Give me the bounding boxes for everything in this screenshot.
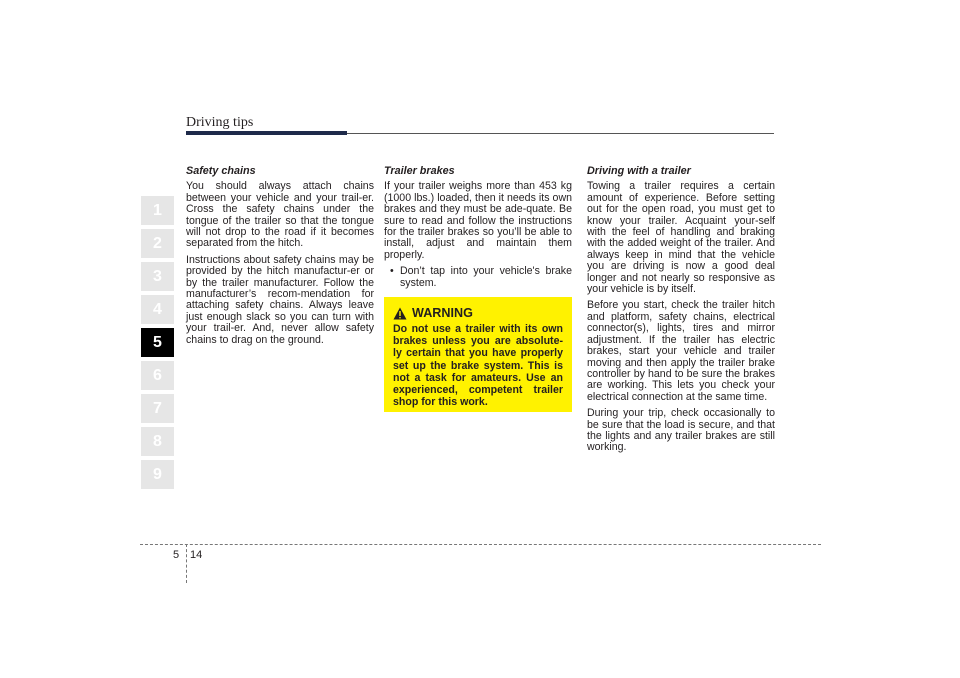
chapter-tab-9[interactable]: 9	[141, 460, 174, 489]
footer-divider	[140, 544, 821, 545]
paragraph: You should always attach chains between your vehicle and your trail-er. Cross the safety chains under the tongue of the trailer so that the tongue will not drop to the road if it becomes separated from the hitch.	[186, 180, 374, 250]
chapter-tab-2[interactable]: 2	[141, 229, 174, 258]
paragraph: If your trailer weighs more than 453 kg (1000 lbs.) loaded, then it needs its own brakes and they must be ade-quate. Be sure to read and follow the instructions for the trailer brakes so you’ll be able to install, adjust and maintain them properly.	[384, 180, 572, 261]
footer-page-divider	[186, 544, 187, 583]
footer-chapter-number: 5	[173, 549, 180, 561]
paragraph: Instructions about safety chains may be provided by the hitch manufactur-er or by the trailer manufacturer. Follow the manufacturer’s recom-mendation for attaching safety chains. Always leave just enough slack so you can turn with your trail-er. And, never allow safety chains to drag on the ground.	[186, 253, 374, 346]
warning-text: Do not use a trailer with its own brakes unless you are absolute-ly certain that you have properly set up the brake system. This is not a task for amateurs. Use an experienced, competent trailer shop for this work.	[393, 323, 563, 409]
chapter-tab-5[interactable]: 5	[141, 328, 174, 357]
warning-header	[393, 305, 563, 321]
chapter-tab-7[interactable]: 7	[141, 394, 174, 423]
column-driving-with-trailer	[587, 166, 775, 459]
section-heading: Safety chains	[186, 165, 256, 177]
section-heading: Trailer brakes	[384, 165, 455, 177]
chapter-tab-6[interactable]: 6	[141, 361, 174, 390]
warning-triangle-icon	[393, 307, 407, 320]
column-trailer-brakes	[384, 166, 572, 289]
column-safety-chains	[186, 166, 374, 351]
paragraph: During your trip, check occasionally to be sure that the load is secure, and that the lights and any trailer brakes are still working.	[587, 407, 775, 454]
chapter-tabs	[141, 196, 174, 493]
chapter-tab-1[interactable]: 1	[141, 196, 174, 225]
bullet-list	[384, 266, 572, 289]
section-heading: Driving with a trailer	[587, 165, 691, 177]
footer-page-number: 14	[190, 549, 203, 561]
chapter-tab-4[interactable]: 4	[141, 295, 174, 324]
warning-box	[384, 297, 572, 412]
header-title: Driving tips	[186, 115, 254, 130]
chapter-tab-3[interactable]: 3	[141, 262, 174, 291]
chapter-tab-8[interactable]: 8	[141, 427, 174, 456]
header-bar	[186, 131, 347, 135]
paragraph: Before you start, check the trailer hitch and platform, safety chains, electrical connector(s), lights, tires and mirror adjustment. If the trailer has electric brakes, start your vehicle and trailer moving and then apply the trailer brake controller by hand to be sure the brakes are working. This lets you check your electrical connection at the same time.	[587, 299, 775, 403]
header-rule	[347, 133, 774, 134]
bullet-item: • Don’t tap into your vehicle's brake system.	[400, 266, 572, 289]
warning-title: WARNING	[412, 306, 473, 320]
paragraph: Towing a trailer requires a certain amount of experience. Before setting out for the open road, you must get to know your trailer. Acquaint your-self with the feel of handling and braking with the added weight of the trailer. And always keep in mind that the vehicle you are driving is now a good deal longer and not nearly so responsive as your vehicle is by itself.	[587, 180, 775, 296]
